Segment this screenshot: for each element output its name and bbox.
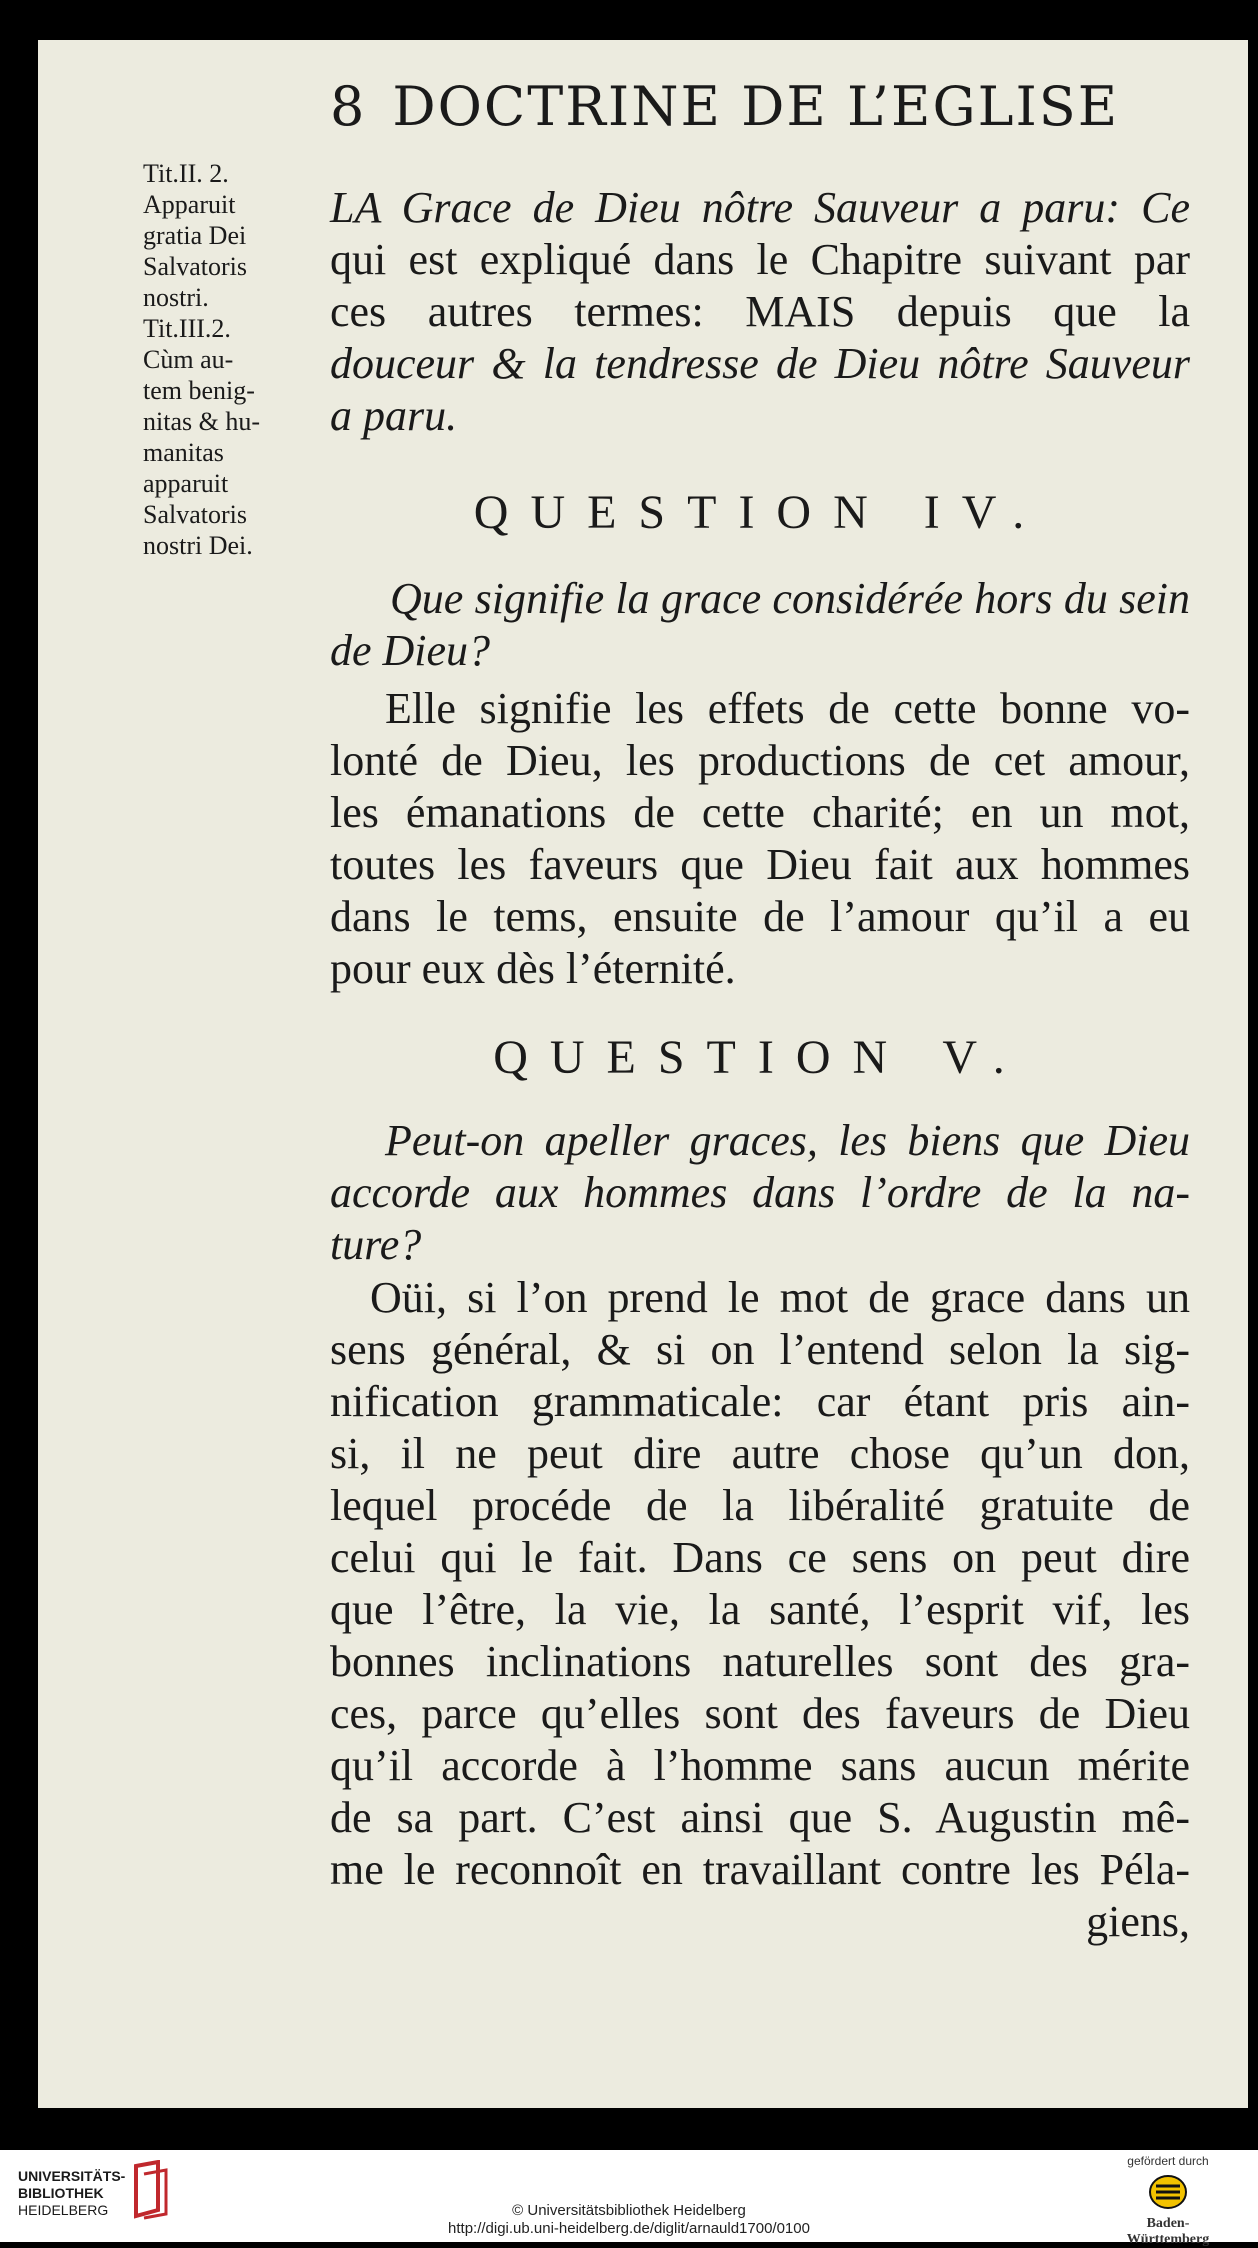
margin-note: tem benig- [143, 376, 255, 405]
catchword: giens, [1086, 1897, 1190, 1946]
text-line: lonté de Dieu, les productions de cet amour, [330, 736, 1190, 785]
copyright-block [0, 2202, 1258, 2238]
text-line: Oüi, si l’on prend le mot de grace dans un [370, 1273, 1190, 1322]
crest-icon [1143, 2172, 1193, 2212]
running-title: DOCTRINE DE L’EGLISE [392, 75, 1120, 138]
text-line: nification grammaticale: car étant pris ain- [330, 1377, 1190, 1426]
text-line: toutes les faveurs que Dieu fait aux hommes [330, 840, 1190, 889]
funding-notice [1108, 2154, 1228, 2248]
margin-note: gratia Dei [143, 221, 247, 250]
margin-note: Salvatoris [143, 252, 247, 281]
library-name-line: BIBLIOTHEK [18, 2185, 104, 2201]
text-line: Que signifie la grace considérée hors du sein [390, 574, 1190, 623]
text-line: celui qui le fait. Dans ce sens on peut dire [330, 1533, 1190, 1582]
margin-note: Apparuit [143, 190, 236, 219]
margin-note: apparuit [143, 469, 229, 498]
question-heading: QUESTION V. [493, 1031, 1027, 1084]
answer-text [330, 683, 1190, 995]
text-line: ces autres termes: MAIS depuis que la [330, 287, 1190, 336]
copyright-text: © Universitätsbibliothek Heidelberg [512, 2202, 746, 2219]
margin-note: Tit.II. 2. [143, 159, 229, 188]
text-line: de Dieu? [330, 626, 491, 675]
text-line: LA Grace de Dieu nôtre Sauveur a paru: Ce [330, 183, 1190, 232]
margin-notes [143, 158, 343, 561]
text-line: qui est expliqué dans le Chapitre suivant par [330, 235, 1190, 284]
intro-paragraph [330, 182, 1190, 442]
text-line: me le reconnoît en travaillant contre les Péla- [330, 1845, 1190, 1894]
text-line: douceur & la tendresse de Dieu nôtre Sauveur [330, 339, 1190, 388]
text-line: de sa part. C’est ainsi que S. Augustin mê- [330, 1793, 1190, 1842]
text-line: les émanations de cette charité; en un mot, [330, 788, 1190, 837]
sponsor-name: Baden-Württemberg [1126, 2216, 1210, 2247]
page-header [330, 75, 1119, 138]
text-line: qu’il accorde à l’homme sans aucun mérite [330, 1741, 1190, 1790]
question-text [330, 1115, 1190, 1271]
margin-note: manitas [143, 438, 224, 467]
margin-note: Cùm au- [143, 345, 234, 374]
margin-note: nostri. [143, 283, 209, 312]
margin-note: nitas & hu- [143, 407, 260, 436]
margin-note: nostri Dei. [143, 531, 253, 560]
text-line: pour eux dès l’éternité. [330, 944, 736, 993]
text-line: lequel procéde de la libéralité gratuite de [330, 1481, 1190, 1530]
answer-text [330, 1272, 1190, 1948]
text-line: accorde aux hommes dans l’ordre de la na- [330, 1168, 1190, 1217]
library-name-line: UNIVERSITÄTS- [18, 2168, 126, 2184]
question-heading: QUESTION IV. [473, 486, 1047, 539]
question-text [330, 573, 1190, 677]
source-url[interactable]: http://digi.ub.uni-heidelberg.de/diglit/arnauld1700/0100 [448, 2220, 810, 2237]
text-line: que l’être, la vie, la santé, l’esprit vif, les [330, 1585, 1190, 1634]
text-line: si, il ne peut dire autre chose qu’un don, [330, 1429, 1190, 1478]
text-line: sens général, & si on l’entend selon la sig- [330, 1325, 1190, 1374]
text-line: Elle signifie les effets de cette bonne vo- [385, 684, 1190, 733]
margin-note: Salvatoris [143, 500, 247, 529]
text-line: dans le tems, ensuite de l’amour qu’il a eu [330, 892, 1190, 941]
page-number: 8 [330, 75, 367, 138]
library-name-line: HEIDELBERG [18, 2202, 109, 2218]
margin-note: Tit.III.2. [143, 314, 231, 343]
funded-by-label: gefördert durch [1127, 2154, 1209, 2168]
text-line: ces, parce qu’elles sont des faveurs de Dieu [330, 1689, 1190, 1738]
text-line: ture? [330, 1220, 422, 1269]
text-line: Peut-on apeller graces, les biens que Dieu [385, 1116, 1190, 1165]
text-line: bonnes inclinations naturelles sont des gra- [330, 1637, 1190, 1686]
text-line: a paru. [330, 391, 458, 440]
footer-bar [0, 2150, 1258, 2247]
